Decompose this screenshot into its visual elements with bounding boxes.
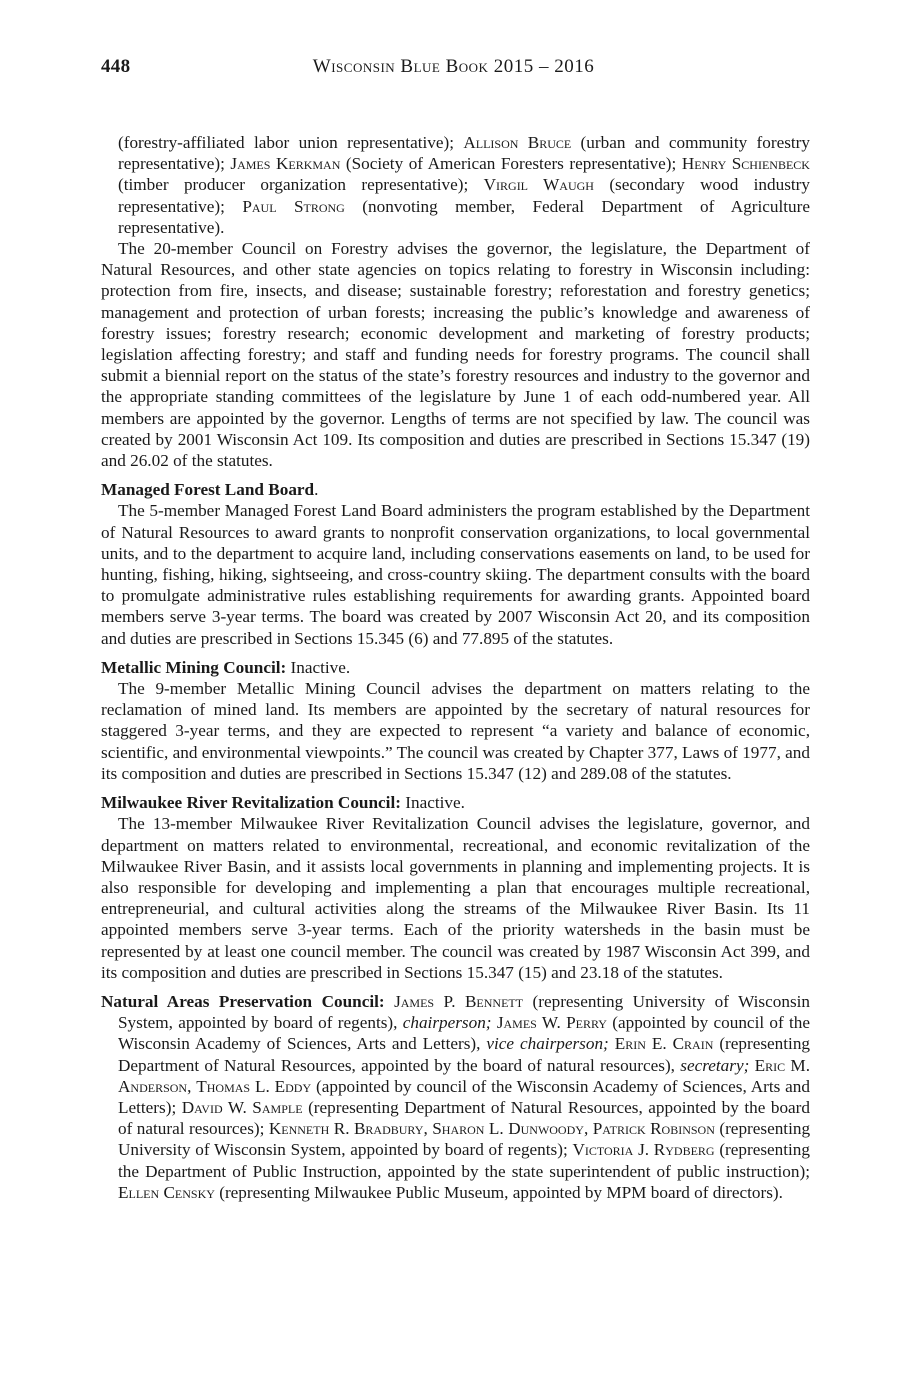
managed-forest-heading — [101, 479, 810, 500]
member-name: Sharon L. Dunwoody — [432, 1119, 584, 1139]
text: (nonvoting member, Federal Department of Agriculture representative). — [118, 196, 810, 237]
text: (forestry-affiliated labor union representative); — [118, 133, 464, 152]
entry-heading: Managed Forest Land Board — [101, 480, 315, 500]
member-name: Eric M. Anderson — [118, 1055, 811, 1096]
member-name: Victoria J. Rydberg — [572, 1140, 715, 1160]
text: (secondary wood industry representative); — [118, 175, 810, 216]
member-name: Ellen Censky — [118, 1182, 215, 1202]
council-on-forestry-description: The 20-member Council on Forestry advises the governor, the legislature, the Department of Natural Resources, and other state agencies on topics relating to forestry in Wisconsin including: protection from fire, insects, and disease; sustainable forestry; reforestation and forestry genetics; management and protection of urban forests; increasing the public’s knowledge and awareness of forestry issues; forestry research; economic development and marketing of forestry products; legislation affecting forestry; and staff and funding needs for forestry programs. The council shall submit a biennial report on the status of the state’s forestry resources and industry to the governor and the appropriate standing committees of the legislature by June 1 of each odd-numbered year. All members are appointed by the governor. Lengths of terms are not specified by law. The council was created by 2001 Wisconsin Act 109. Its composition and duties are prescribed in Sections 15.347 (19) and 26.02 of the statutes. — [101, 239, 810, 471]
text: (representing the Department of Public Instruction, appointed by the state superintendent of public instruction); — [118, 1140, 810, 1181]
text: (representing University of Wisconsin System, appointed by board of regents); — [118, 1119, 811, 1160]
text: (representing Department of Natural Resources, appointed by the board of natural resources); — [118, 1097, 810, 1139]
text: (urban and community forestry representative); — [118, 133, 810, 174]
forestry-council-members — [101, 132, 810, 238]
milwaukee-river-description: The 13-member Milwaukee River Revitalization Council advises the legislature, governor, and department on matters related to environmental, recreational, and economic revitalization of the Milwaukee River Basin, and it assists local governments in planning and implementing projects. It is also responsible for developing and implementing a plan that encourages multiple recreational, entrepreneurial, and cultural activities along the streams of the Milwaukee River Basin. Its 11 appointed members serve 3-year terms. Each of the priority watersheds in the basin must be represented by at least one council member. The council was created by 1987 Wisconsin Act 399, and its composition and duties are prescribed in Sections 15.347 (15) and 23.18 of the statutes. — [101, 814, 810, 982]
member-name: Thomas L. Eddy — [196, 1076, 312, 1096]
member-name: Erin E. Crain — [614, 1034, 714, 1054]
status-text: Inactive. — [286, 657, 351, 677]
entry-heading: Metallic Mining Council: — [101, 657, 287, 677]
text: (appointed by council of the Wisconsin Academy of Sciences, Arts and Letters), — [118, 1013, 811, 1054]
text: . — [314, 480, 319, 500]
text: (appointed by council of the Wisconsin Academy of Sciences, Arts and Letters); — [118, 1076, 810, 1117]
body-text — [101, 132, 810, 1203]
member-role: chairperson; — [402, 1013, 492, 1033]
running-title: Wisconsin Blue Book 2015 – 2016 — [312, 56, 595, 77]
milwaukee-river-heading — [101, 792, 810, 813]
member-name: James W. Perry — [496, 1013, 607, 1033]
page-number: 448 — [101, 56, 131, 77]
member-name: David W. Sample — [181, 1097, 303, 1117]
metallic-mining-description: The 9-member Metallic Mining Council advises the department on matters relating to the reclamation of mined land. Its members are appointed by the secretary of natural resources for staggered 3-year terms, and they are expected to represent “a variety and balance of economic, scientific, and environmental viewpoints.” The council was created by Chapter 377, Laws of 1977, and its composition and duties are prescribed in Sections 15.347 (12) and 289.08 of the statutes. — [101, 679, 810, 783]
managed-forest-description: The 5-member Managed Forest Land Board administers the program established by the Department of Natural Resources to award grants to nonprofit conservation organizations, to local governmental units, and to the department to acquire land, including conservations easements on land, to be used for hunting, fishing, hiking, sightseeing, and cross-country skiing. The department consults with the board to promulgate administrative rules establishing requirements for awarding grants. Appointed board members serve 3-year terms. The board was created by 2007 Wisconsin Act 20, and its composition and duties are prescribed in Sections 15.345 (6) and 77.895 of the statutes. — [101, 501, 810, 648]
member-name: James Kerkman — [230, 154, 341, 174]
entry-heading: Milwaukee River Revitalization Council: — [101, 793, 401, 813]
text: (Society of American Foresters representative); — [340, 154, 682, 174]
text: (representing Department of Natural Resources, appointed by the board of natural resources), — [118, 1034, 811, 1075]
text: (representing University of Wisconsin System, appointed by board of regents), — [118, 991, 810, 1033]
page-header — [0, 56, 907, 82]
text: (representing Milwaukee Public Museum, appointed by MPM board of directors). — [214, 1182, 783, 1202]
entry-heading: Natural Areas Preservation Council: — [101, 991, 385, 1011]
member-name: James P. Bennett — [394, 991, 524, 1011]
member-name: Paul Strong — [242, 196, 345, 216]
member-name: Henry Schienbeck — [681, 154, 810, 174]
member-role: secretary; — [680, 1055, 750, 1075]
member-name: Allison Bruce — [463, 133, 572, 152]
member-name: Patrick Robinson — [592, 1119, 715, 1139]
natural-areas-entry: Natural Areas Preservation Council: James P. Bennett (representing University of Wisconsin System, appointed by board of regents), chairperson; James W. Perry (appointed by council of the Wisconsin Academy of Sciences, Arts and Letters), vice chairperson; Erin E. Crain (representing Department of Natural Resources, appointed by the board of natural resources), secretary; Eric M. Anderson, Thomas L. Eddy (appointed by council of the Wisconsin Academy of Sciences, Arts and Letters); David W. Sample (representing Department of Natural Resources, appointed by the board of natural resources); Kenneth R. Bradbury, Sharon L. Dunwoody, Patrick Robinson (representing University of Wisconsin System, appointed by board of regents); Victoria J. Rydberg (representing the Department of Public Instruction, appointed by the state superintendent of public instruction); Ellen Censky (representing Milwaukee Public Museum, appointed by MPM board of directors). — [101, 991, 811, 1202]
status-text: Inactive. — [400, 793, 465, 813]
member-name: Virgil Waugh — [483, 175, 594, 195]
member-name: Kenneth R. Bradbury — [268, 1119, 424, 1139]
metallic-mining-heading — [101, 657, 810, 678]
text: (timber producer organization representative); — [118, 175, 484, 195]
member-role: vice chairperson; — [486, 1034, 609, 1054]
